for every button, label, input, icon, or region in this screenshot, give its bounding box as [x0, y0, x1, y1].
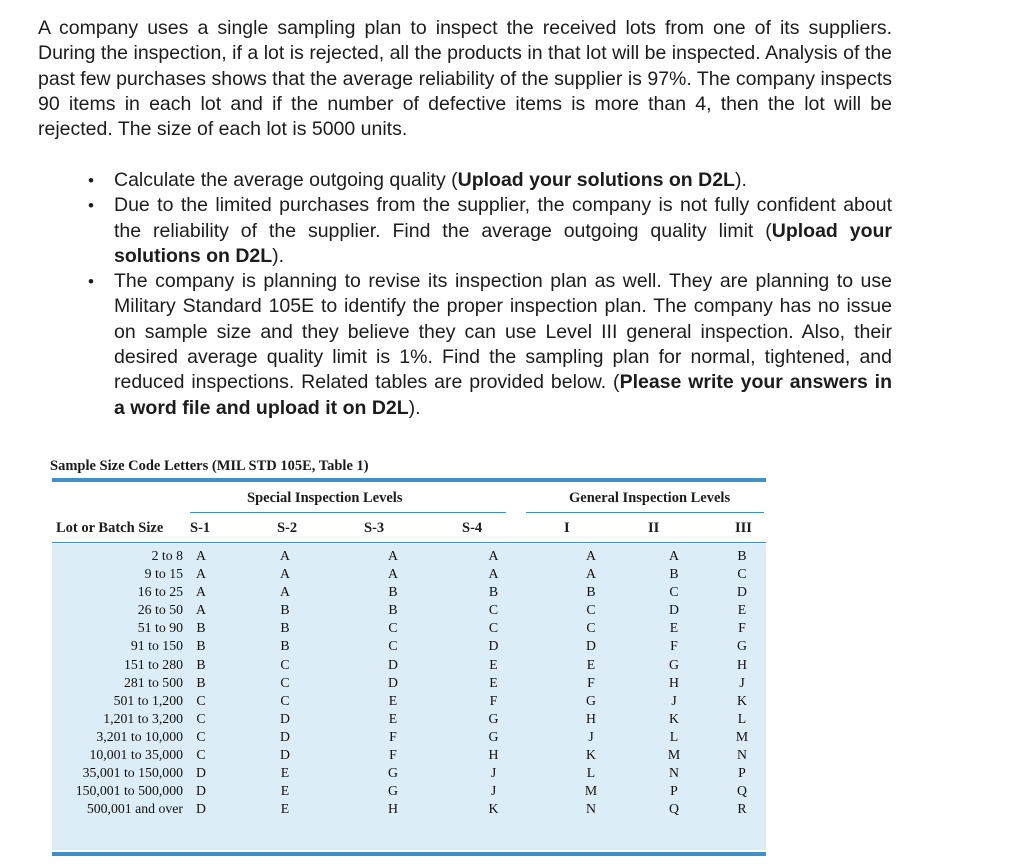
cell-lot: 9 to 15 — [144, 566, 183, 582]
cell-level-3: F — [738, 620, 746, 636]
cell-s3: D — [388, 674, 398, 690]
cell-s1: D — [196, 783, 206, 799]
cell-level-3: H — [737, 656, 747, 672]
cell-level-2: J — [671, 692, 677, 708]
cell-s2: C — [280, 692, 290, 708]
cell-level-1: C — [586, 620, 596, 636]
cell-level-3: K — [737, 692, 747, 708]
cell-s2: B — [280, 620, 290, 636]
cell-level-2: Q — [669, 801, 679, 817]
cell-s2: E — [280, 765, 290, 781]
cell-level-1: J — [588, 728, 594, 744]
task-list — [88, 168, 892, 421]
cell-s2: A — [280, 548, 290, 563]
cell-s3: A — [388, 548, 398, 563]
cell-s3: G — [388, 783, 398, 799]
code-letter-table — [52, 478, 766, 817]
special-levels-rule — [190, 512, 506, 513]
table-row — [52, 782, 766, 800]
cell-level-2: B — [669, 566, 679, 582]
cell-lot: 2 to 8 — [151, 548, 183, 563]
cell-lot: 10,001 to 35,000 — [89, 747, 183, 763]
cell-level-3: G — [737, 638, 747, 654]
cell-level-1: M — [584, 783, 598, 799]
header-level-2: II — [648, 520, 660, 536]
task-text: Due to the limited purchases from the supplier, the company is not fully confident about the reliability of the supplier. Find the average outgoing quality limit ( — [114, 194, 892, 242]
table-row — [52, 583, 766, 601]
general-levels-rule — [526, 512, 764, 513]
cell-s2: A — [280, 566, 290, 582]
cell-s4: J — [490, 783, 497, 799]
cell-s3: F — [389, 728, 397, 744]
cell-level-3: R — [737, 801, 747, 817]
problem-paragraph: A company uses a single sampling plan to inspect the received lots from one of its suppliers. During the inspection, if a lot is rejected, all the products in that lot will be inspected. Analysis of the past few purchases shows that the average reliability of the supplier is 97%. The company inspects 90 items in each lot and if the number of defective items is more than 4, then the lot will be rejected. The size of each lot is 5000 units. — [38, 17, 892, 141]
cell-s2: B — [280, 602, 290, 618]
cell-level-2: N — [669, 765, 679, 781]
cell-s4: F — [489, 692, 498, 708]
cell-s2: E — [280, 801, 290, 817]
cell-level-1: K — [586, 747, 596, 763]
table-row — [52, 800, 766, 818]
cell-level-2: E — [669, 620, 679, 636]
cell-level-2: M — [667, 747, 681, 763]
cell-s4: C — [488, 602, 499, 618]
cell-s1: A — [196, 566, 206, 582]
cell-s3: A — [388, 566, 398, 582]
header-s2: S-2 — [277, 520, 298, 536]
cell-level-3: P — [738, 765, 746, 781]
cell-level-2: G — [669, 656, 679, 672]
table-row — [52, 728, 766, 746]
cell-s1: B — [196, 638, 206, 654]
cell-s3: C — [388, 620, 398, 636]
table-header-row — [52, 515, 766, 542]
cell-level-1: H — [586, 710, 596, 726]
bullet-glyph: • — [88, 272, 94, 292]
cell-s4: A — [488, 566, 499, 582]
cell-s3: E — [388, 692, 398, 708]
table-row — [52, 601, 766, 619]
cell-s3: G — [388, 765, 398, 781]
cell-s1: A — [196, 584, 206, 600]
cell-s1: D — [196, 765, 206, 781]
table-row — [52, 547, 766, 565]
header-rule — [52, 542, 766, 543]
cell-s2: C — [280, 656, 290, 672]
table-row — [52, 692, 766, 710]
cell-s4: E — [489, 656, 498, 672]
task-item — [88, 193, 892, 269]
cell-level-2: A — [669, 548, 679, 563]
cell-lot: 3,201 to 10,000 — [96, 728, 183, 744]
cell-level-2: H — [669, 674, 679, 690]
cell-level-1: C — [586, 602, 596, 618]
cell-level-3: D — [737, 584, 747, 600]
cell-lot: 91 to 150 — [130, 638, 183, 654]
cell-level-1: B — [586, 584, 596, 600]
cell-s3: C — [388, 638, 398, 654]
cell-level-3: M — [735, 728, 749, 744]
cell-level-3: J — [739, 674, 745, 690]
cell-level-2: P — [670, 783, 678, 799]
cell-level-1: E — [586, 656, 596, 672]
cell-level-3: C — [737, 566, 747, 582]
cell-level-1: L — [586, 765, 596, 781]
bullet-glyph: • — [88, 196, 94, 216]
header-s4: S-4 — [462, 520, 483, 536]
task-emphasis: Please write your answers in a word file and upload it on D2L — [114, 371, 892, 419]
task-emphasis: Upload your solutions on D2L — [457, 169, 735, 191]
cell-s1: B — [196, 656, 206, 672]
cell-lot: 281 to 500 — [123, 674, 183, 690]
task-tail: ). — [408, 396, 421, 419]
cell-s4: D — [488, 638, 499, 654]
cell-s2: D — [280, 710, 290, 726]
table-caption: Sample Size Code Letters (MIL STD 105E, Table 1) — [50, 458, 369, 474]
task-tail: ). — [272, 244, 285, 267]
cell-lot: 151 to 280 — [123, 656, 183, 672]
cell-level-3: N — [737, 747, 747, 763]
cell-level-3: L — [737, 710, 747, 726]
table-row — [52, 746, 766, 764]
header-level-1: I — [564, 520, 570, 536]
cell-level-3: E — [737, 602, 747, 618]
cell-s2: B — [280, 638, 290, 654]
task-text: The company is planning to revise its inspection plan as well. They are planning to use Military Standard 105E to identify the proper inspection plan. The company has no issue on sample size and they believe they can use Level III general inspection. Also, their desired average quality limit is 1%. Find the sampling plan for normal, tightened, and reduced inspections. Related tables are provided below. ( — [114, 270, 892, 394]
cell-lot: 1,201 to 3,200 — [103, 710, 183, 726]
table-row — [52, 674, 766, 692]
header-level-3: III — [735, 520, 752, 536]
cell-level-1: F — [587, 674, 595, 690]
table-bottom-rule — [52, 852, 766, 856]
cell-level-3: Q — [737, 783, 747, 799]
cell-s1: D — [196, 801, 206, 817]
cell-s3: H — [388, 801, 398, 817]
cell-level-2: F — [670, 638, 678, 654]
table-body — [52, 547, 766, 818]
table-row — [52, 656, 766, 674]
bullet-glyph: • — [88, 171, 94, 190]
cell-level-2: D — [669, 602, 679, 618]
table-top-rule — [52, 478, 766, 482]
cell-level-2: L — [669, 728, 679, 744]
task-item — [88, 168, 892, 193]
cell-s3: B — [388, 602, 398, 618]
general-levels-heading: General Inspection Levels — [569, 490, 731, 506]
header-s3: S-3 — [364, 520, 385, 536]
task-item — [88, 269, 892, 421]
cell-s2: E — [280, 783, 290, 799]
cell-s2: D — [280, 728, 290, 744]
cell-s4: G — [488, 728, 499, 744]
cell-s4: A — [488, 548, 499, 563]
cell-s1: C — [196, 747, 206, 763]
task-text: Calculate the average outgoing quality ( — [114, 169, 458, 191]
table-row — [52, 619, 766, 637]
cell-lot: 150,001 to 500,000 — [75, 783, 183, 799]
cell-level-1: D — [586, 638, 596, 654]
cell-level-2: K — [669, 710, 679, 726]
cell-lot: 26 to 50 — [137, 602, 183, 618]
cell-s1: C — [196, 692, 206, 708]
cell-s1: A — [196, 602, 206, 618]
cell-s4: J — [490, 765, 497, 781]
cell-s3: F — [389, 747, 397, 763]
cell-s2: D — [280, 747, 290, 763]
cell-s4: G — [488, 710, 499, 726]
cell-level-3: B — [737, 548, 747, 563]
cell-s4: B — [488, 584, 499, 600]
cell-s1: B — [196, 674, 206, 690]
task-tail: ). — [734, 169, 747, 191]
cell-s1: C — [196, 728, 206, 744]
cell-level-1: G — [586, 692, 596, 708]
cell-s3: E — [388, 710, 398, 726]
cell-s4: H — [488, 747, 499, 763]
table-row — [52, 710, 766, 728]
header-s1: S-1 — [190, 520, 211, 536]
header-lot-size: Lot or Batch Size — [56, 520, 164, 536]
cell-s2: A — [280, 584, 290, 600]
table-row — [52, 637, 766, 655]
cell-s1: B — [196, 620, 206, 636]
cell-level-1: A — [586, 566, 596, 582]
cell-level-2: C — [669, 584, 679, 600]
cell-lot: 16 to 25 — [137, 584, 183, 600]
cell-lot: 51 to 90 — [137, 620, 183, 636]
cell-s1: C — [196, 710, 206, 726]
cell-s4: E — [489, 674, 498, 690]
task-emphasis: Upload your solutions on D2L — [114, 219, 892, 267]
cell-s4: C — [488, 620, 499, 636]
special-levels-heading: Special Inspection Levels — [247, 490, 403, 506]
cell-lot: 35,001 to 150,000 — [82, 765, 183, 781]
cell-s4: K — [488, 801, 499, 817]
cell-lot: 501 to 1,200 — [113, 692, 183, 708]
table-row — [52, 565, 766, 583]
cell-s3: B — [388, 584, 398, 600]
cell-s3: D — [388, 656, 398, 672]
cell-level-1: N — [586, 801, 596, 817]
cell-s1: A — [196, 548, 206, 563]
cell-level-1: A — [586, 548, 596, 563]
cell-s2: C — [280, 674, 290, 690]
cell-lot: 500,001 and over — [86, 801, 183, 817]
table-row — [52, 764, 766, 782]
